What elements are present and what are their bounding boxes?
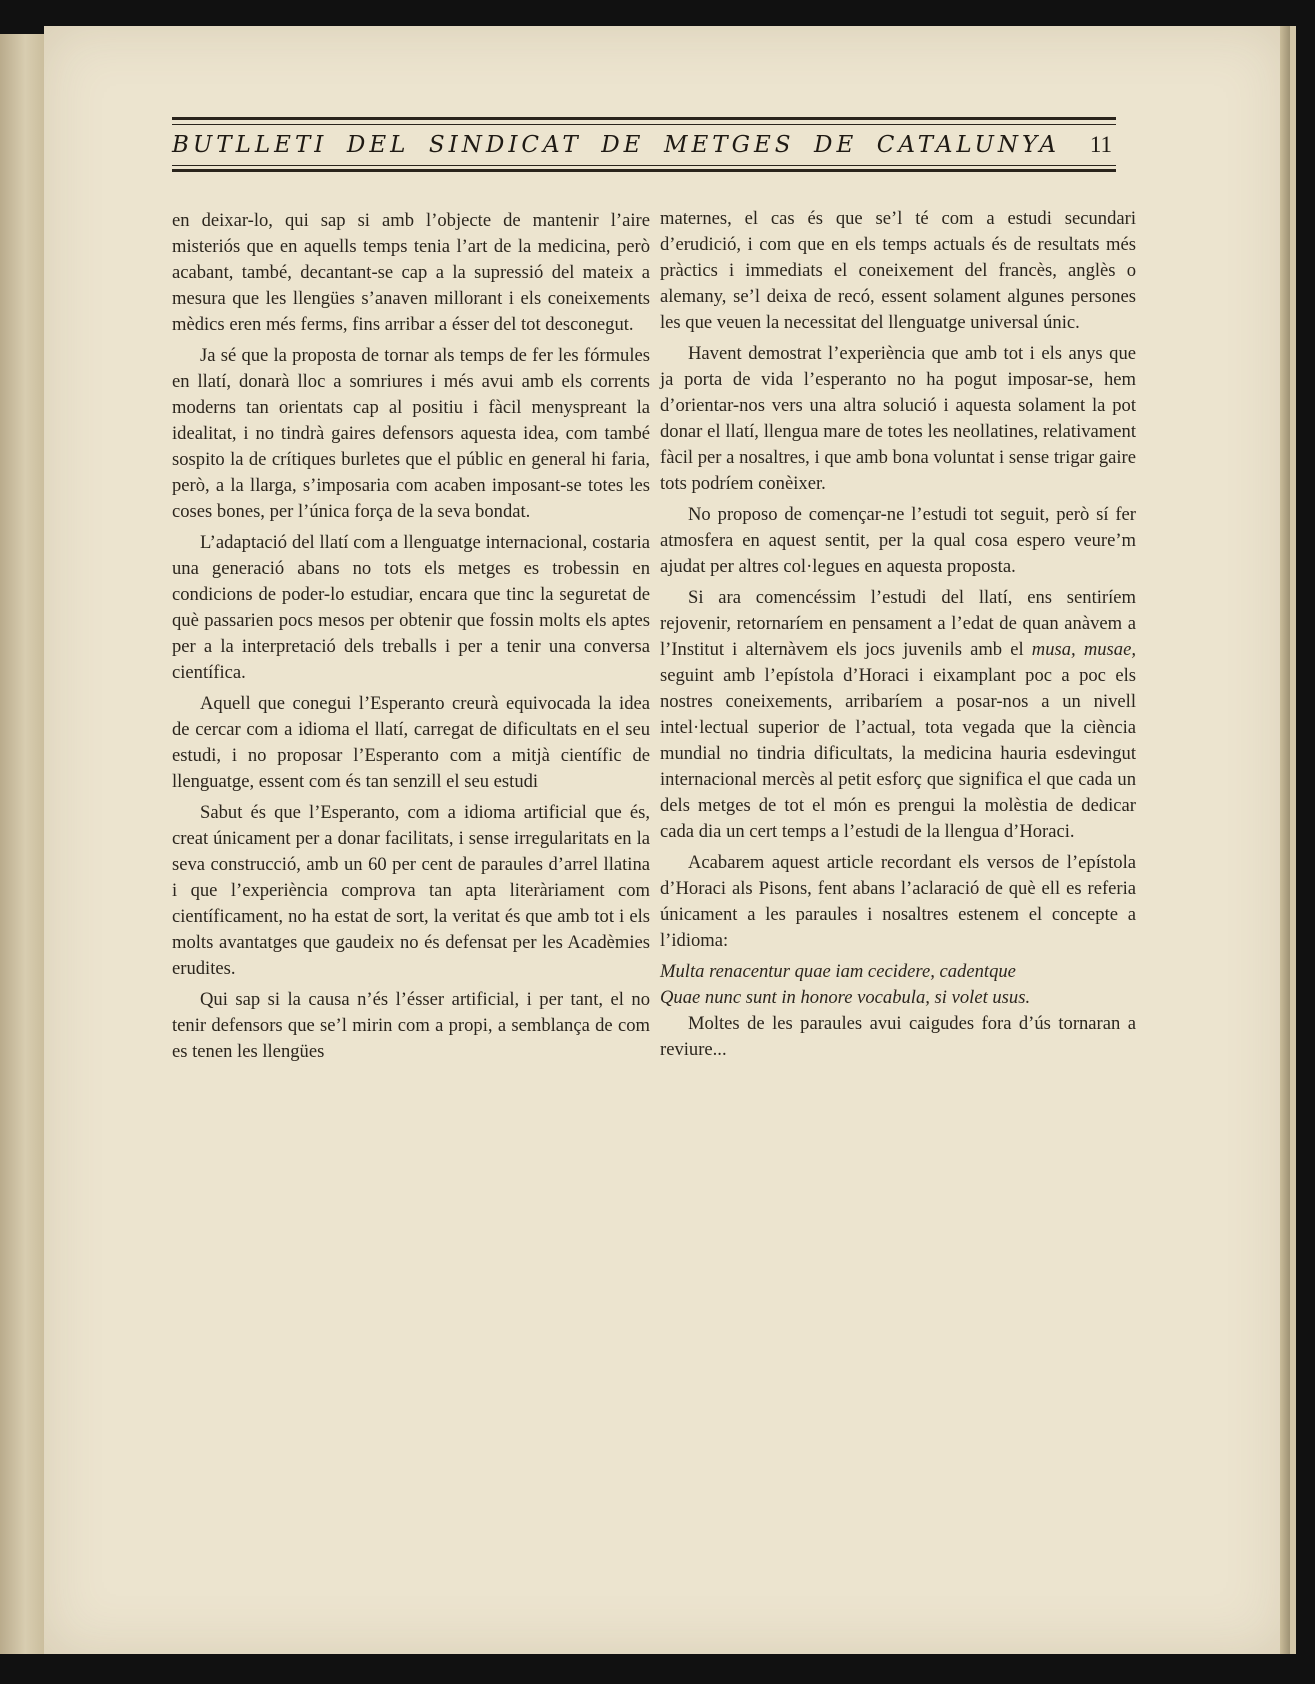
latin-phrase: musa, musae,: [1031, 639, 1136, 660]
paragraph: L’adaptació del llatí com a llenguatge internacional, costaria una generació abans no tots els metges es trobessin en condicions de poder-lo estudiar, encara que tinc la seguretat de què passarien pocs mesos per obtenir que fossin molts els aptes per a la interpretació dels treballs i per a tenir una conversa científica.: [172, 532, 650, 683]
journal-title-word: DEL: [346, 132, 410, 158]
paragraph-text: seguint amb l’epístola d’Horaci i eixamplant poc a poc els nostres coneixements, arribaríem a posar-nos a un nivell intel·lectual superior de l’actual, tota vegada que la ciència mundial no tindria dificultats, la medicina hauria esdevingut internacional mercès al petit esforç que significa el que cada un dels metges de tot el món es prengui la molèstia de dedicar cada dia un cert temps a l’estudi de la llengua d’Horaci.: [660, 665, 1136, 842]
paragraph: [660, 585, 1136, 845]
journal-title-word: METGES: [663, 132, 795, 158]
page-number: 11: [1089, 132, 1112, 157]
header-rule-top-thick: [172, 117, 1116, 120]
left-column: [172, 208, 650, 1070]
journal-title-word: CATALUNYA: [876, 132, 1060, 158]
latin-verse-line: Multa renacentur quae iam cecidere, cadentque: [660, 961, 1016, 982]
paragraph: en deixar-lo, qui sap si amb l’objecte de mantenir l’aire misteriós que en aquells temps tenia l’art de la medicina, però acabant, també, decantant-se cap a la supressió del mateix a mesura que les llengües s’anaven millorant i els coneixements mèdics eren més ferms, fins arribar a ésser del tot desconegut.: [172, 210, 650, 335]
journal-title-word: BUTLLETI: [172, 132, 328, 158]
paragraph: Sabut és que l’Esperanto, com a idioma artificial que és, creat únicament per a donar facilitats, i sense irregularitats en la seva construcció, amb un 60 per cent de paraules d’arrel llatina i que l’experiència comprova tan apta literàriament com científicament, no ha estat de sort, la veritat és que amb tot i els molts avantatges que gaudeix no és defensat per les Acadèmies erudites.: [172, 802, 650, 979]
journal-title-word: SINDICAT: [428, 132, 582, 158]
paragraph: Moltes de les paraules avui caigudes fora d’ús tornaran a reviure...: [660, 1013, 1136, 1060]
paragraph: No proposo de començar-ne l’estudi tot seguit, però sí fer atmosfera en aquest sentit, per la qual cosa espero veure’m ajudat per altres col·legues en aquesta proposta.: [660, 504, 1136, 577]
running-head: [172, 117, 1116, 177]
paragraph: Havent demostrat l’experiència que amb tot i els anys que ja porta de vida l’esperanto no ha pogut imposar-se, hem d’orientar-nos vers una altra solució i aquesta solament la pot donar el llatí, llengua mare de totes les neollatines, relativament fàcil per a nosaltres, i que amb bona voluntat i sense trigar gaire tots podríem conèixer.: [660, 343, 1136, 494]
previous-page-edge: [0, 34, 48, 1654]
paragraph-text: Si ara comencéssim l’estudi del llatí, ens sentiríem rejovenir, retornaríem en pensament a l’edat de quan anàvem a l’Institut i alternàvem els jocs juvenils amb el: [660, 587, 1136, 660]
journal-title-word: DE: [814, 132, 858, 158]
paragraph: Acabarem aquest article recordant els versos de l’epístola d’Horaci als Pisons, fent abans l’aclaració de què ell es referia únicament a les paraules i nosaltres estenem el concepte a l’idioma:: [660, 852, 1136, 951]
paragraph: Ja sé que la proposta de tornar als temps de fer les fórmules en llatí, donarà lloc a somriures i més avui amb els corrents moderns tan orientats cap al positiu i fàcil menyspreant la idealitat, i no tindrà gaires defensors aquesta idea, com també sospito la de crítiques burletes que el públic en general hi faria, però, a la llarga, s’imposaria com acaben imposant-se totes les coses bones, per l’única força de la seva bondat.: [172, 345, 650, 522]
header-rule-top-thin: [172, 124, 1116, 125]
header-rule-bottom-thin: [172, 165, 1116, 166]
journal-title-word: DE: [601, 132, 645, 158]
header-rule-bottom-thick: [172, 169, 1116, 172]
paragraph: maternes, el cas és que se’l té com a estudi secundari d’erudició, i com que en els temps actuals és de resultats més pràctics i immediats el coneixement del francès, anglès o alemany, se’l deixa de recó, essent solament algunes persones les que veuen la necessitat del llenguatge universal únic.: [660, 208, 1136, 333]
journal-title: [172, 130, 1060, 160]
right-column: [660, 206, 1136, 1068]
paragraph: Aquell que conegui l’Esperanto creurà equivocada la idea de cercar com a idioma el llatí, carregat de dificultats en el seu estudi, i no proposar l’Esperanto com a mitjà científic de llenguatge, essent com és tan senzill el seu estudi: [172, 693, 650, 792]
latin-verse-line: Quae nunc sunt in honore vocabula, si volet usus.: [660, 987, 1031, 1008]
page-right-edge: [1280, 26, 1290, 1654]
paragraph: Qui sap si la causa n’és l’ésser artificial, i per tant, el no tenir defensors que se’l mirin com a propi, a semblança de com es tenen les llengües: [172, 989, 650, 1062]
